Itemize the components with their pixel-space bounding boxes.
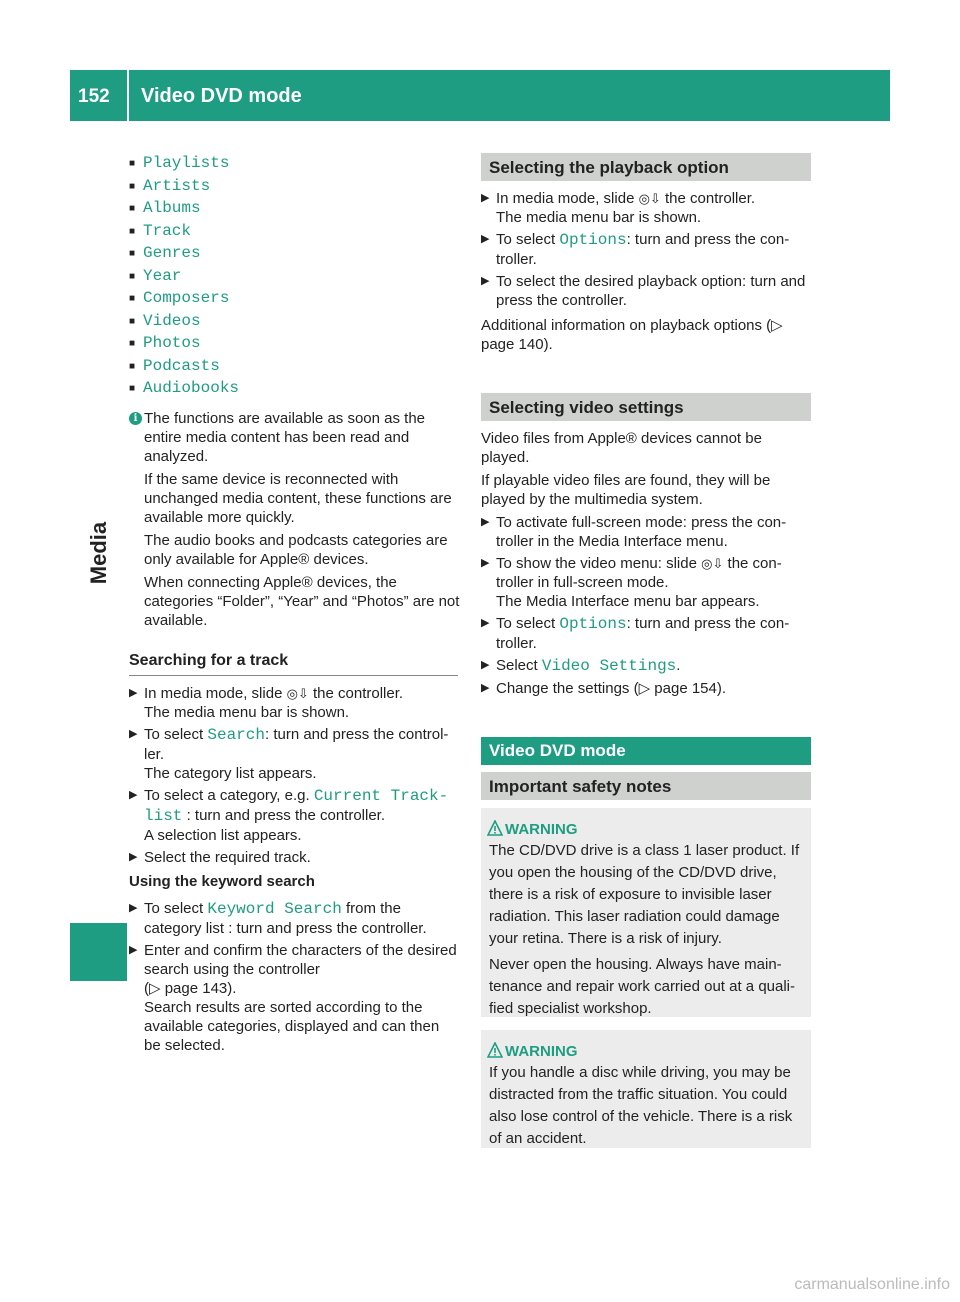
step-text: To select a category, e.g. (144, 787, 314, 804)
list-item (129, 377, 239, 400)
list-item (129, 265, 239, 288)
step-text: : turn and press the con-troller. (496, 231, 790, 268)
sidebar-marker (70, 923, 127, 981)
category-list (129, 152, 239, 400)
step-text: the con-troller in full-screen mode. (496, 555, 782, 591)
info-text: The functions are available as soon as the entire media content has been read and analyzed. (144, 410, 426, 465)
step (481, 230, 811, 269)
sidebar-section-text: Media (86, 521, 111, 585)
step-result: A selection list appears. (144, 827, 302, 844)
step-arrow-icon: ▶ (481, 557, 490, 569)
info-text: If the same device is reconnected with unchanged media content, these functions are available more quickly. (144, 471, 452, 526)
bullet-icon: ■ (129, 180, 136, 192)
warning-paragraph: Never open the housing. Always have main-tenance and repair work carried out at a quali-fied specialist workshop. (489, 956, 796, 1017)
search-steps (129, 684, 459, 870)
bullet-icon: ■ (129, 338, 136, 349)
step (129, 941, 459, 1055)
step-text: Select the required track. (144, 849, 311, 866)
list-item (129, 242, 239, 265)
category-track: Track (143, 221, 192, 240)
step-text: To select (144, 900, 208, 917)
bullet-icon: ■ (129, 315, 136, 327)
step-arrow-icon: ▶ (481, 659, 490, 671)
step-text: Select (496, 657, 542, 674)
step-arrow-icon: ▶ (481, 275, 490, 287)
step-arrow-icon: ▶ (129, 687, 138, 699)
watermark: carmanualsonline.info (794, 1276, 950, 1293)
category-audiobooks: Audiobooks (143, 379, 240, 397)
warning-box (481, 808, 811, 1017)
heading-rule (129, 675, 458, 676)
section-title: Important safety notes (489, 777, 672, 796)
menu-item-current-tracklist: Current Track-list (144, 787, 449, 825)
step-arrow-icon: ▶ (481, 233, 490, 245)
bullet-icon: ■ (129, 203, 136, 214)
step-text: the controller. (308, 685, 404, 702)
page-reference: Additional information on playback options (▷ page 140). (481, 317, 783, 353)
list-item (129, 152, 239, 175)
warning-box (481, 1030, 811, 1148)
step (481, 614, 811, 653)
step (481, 554, 811, 611)
step (129, 684, 459, 722)
step-text: : turn and press the controller. (182, 807, 386, 824)
step-arrow-icon: ▶ (481, 192, 490, 204)
step-text: To select (144, 726, 208, 743)
warning-paragraph: If you handle a disc while driving, you may be distracted from the traffic situation. You could also lose control of the vehicle. There is a risk of an accident. (489, 1064, 793, 1147)
menu-item-video-settings: Video Settings (541, 657, 677, 675)
section-title: Selecting the playback option (489, 158, 729, 177)
step-result: The Media Interface menu bar appears. (496, 593, 760, 610)
step-arrow-icon: ▶ (481, 682, 490, 694)
warning-text (489, 840, 805, 1024)
chapter-bar (481, 737, 811, 765)
controller-slide-down-icon: ◎⇩ (701, 556, 724, 571)
step-text: from the category list : turn and press the controller. (144, 900, 427, 937)
step (481, 272, 811, 310)
bullet-icon: ■ (129, 270, 136, 282)
section-title: Selecting video settings (489, 398, 684, 417)
bullet-icon: ■ (129, 248, 136, 259)
category-playlists: Playlists (143, 154, 230, 172)
category-albums: Albums (143, 199, 201, 217)
bullet-icon: ■ (129, 158, 136, 169)
warning-text (489, 1062, 805, 1154)
step-text: . (676, 657, 681, 674)
step (129, 899, 459, 938)
keyword-steps (129, 899, 459, 1058)
menu-item-options: Options (559, 615, 627, 633)
paragraph: Video files from Apple® devices cannot be played. (481, 430, 762, 466)
warning-triangle-icon (487, 1042, 503, 1058)
step-text: the controller. (660, 190, 756, 207)
playback-steps (481, 189, 811, 358)
step-text: : turn and press the con-troller. (496, 615, 790, 652)
list-item (129, 287, 239, 310)
step-result: Search results are sorted according to the available categories, displayed and can then be selected. (144, 999, 440, 1054)
section-heading: Searching for a track (129, 652, 289, 669)
step-text: To select (496, 615, 560, 632)
step-text: In media mode, slide (496, 190, 639, 207)
menu-item-keyword-search: Keyword Search (207, 900, 342, 918)
category-photos: Photos (143, 334, 201, 352)
step-text: To show the video menu: slide (496, 555, 702, 572)
step-arrow-icon: ▶ (129, 789, 138, 801)
list-item (129, 310, 239, 333)
step-text: To select (496, 231, 560, 248)
step-arrow-icon: ▶ (129, 851, 138, 863)
step-result: The media menu bar is shown. (144, 704, 350, 721)
header-divider (127, 70, 129, 121)
step (481, 513, 811, 551)
bullet-icon: ■ (129, 360, 136, 372)
list-item (129, 355, 239, 378)
chapter-title: Video DVD mode (489, 741, 626, 760)
page-header (70, 70, 890, 121)
warning-label: WARNING (505, 821, 578, 838)
step-text: : turn and press the control-ler. (144, 726, 449, 763)
section-bar (481, 393, 811, 421)
page-title: Video DVD mode (141, 85, 302, 107)
category-genres: Genres (143, 244, 201, 262)
list-item (129, 332, 239, 355)
page-reference: (▷ page 143). (144, 980, 237, 997)
step-text: To select the desired playback option: turn and press the controller. (496, 273, 806, 309)
step (481, 679, 811, 698)
menu-item-options: Options (559, 231, 627, 249)
section-bar (481, 153, 811, 181)
warning-triangle-icon (487, 820, 503, 836)
paragraph: If playable video files are found, they will be played by the multimedia system. (481, 472, 771, 508)
step-text: Enter and confirm the characters of the desired search using the controller (144, 942, 457, 978)
video-settings-content (481, 429, 811, 701)
list-item (129, 197, 239, 220)
info-text: When connecting Apple® devices, the categories “Folder”, “Year” and “Photos” are not available. (144, 574, 460, 629)
list-item (129, 175, 239, 198)
category-year: Year (143, 266, 182, 285)
info-note (144, 409, 460, 634)
category-podcasts: Podcasts (143, 356, 220, 375)
bullet-icon: ■ (129, 383, 136, 394)
section-bar (481, 772, 811, 800)
category-artists: Artists (143, 176, 211, 195)
step-arrow-icon: ▶ (129, 728, 138, 740)
warning-paragraph: The CD/DVD drive is a class 1 laser product. If you open the housing of the CD/DVD drive, there is a risk of exposure to invisible laser radiation. This laser radiation could damage your retina. There is a risk of injury. (489, 842, 800, 947)
info-icon: i (129, 412, 142, 425)
step-text: In media mode, slide (144, 685, 287, 702)
step (129, 725, 459, 783)
bullet-icon: ■ (129, 225, 136, 237)
step (129, 786, 459, 845)
category-videos: Videos (143, 311, 201, 330)
controller-slide-down-icon: ◎⇩ (638, 191, 661, 206)
step-arrow-icon: ▶ (481, 617, 490, 629)
step-arrow-icon: ▶ (129, 902, 138, 914)
step (481, 189, 811, 227)
step (481, 656, 811, 676)
step-result: The media menu bar is shown. (496, 209, 702, 226)
info-text: The audio books and podcasts categories are only available for Apple® devices. (144, 532, 448, 568)
list-item (129, 220, 239, 243)
step-arrow-icon: ▶ (129, 944, 138, 956)
step (129, 848, 459, 867)
step-text: To activate full-screen mode: press the con-troller in the Media Interface menu. (496, 514, 787, 550)
sub-heading: Using the keyword search (129, 873, 315, 890)
step-text: Change the settings (▷ page 154). (496, 680, 727, 697)
controller-slide-down-icon: ◎⇩ (286, 686, 309, 701)
warning-label: WARNING (505, 1043, 578, 1060)
step-arrow-icon: ▶ (481, 516, 490, 528)
category-composers: Composers (143, 289, 230, 307)
sidebar-section-label (78, 500, 118, 610)
menu-item-search: Search (207, 726, 265, 744)
bullet-icon: ■ (129, 293, 136, 304)
footer (0, 1272, 960, 1302)
page-number: 152 (78, 86, 110, 107)
step-result: The category list appears. (144, 765, 317, 782)
